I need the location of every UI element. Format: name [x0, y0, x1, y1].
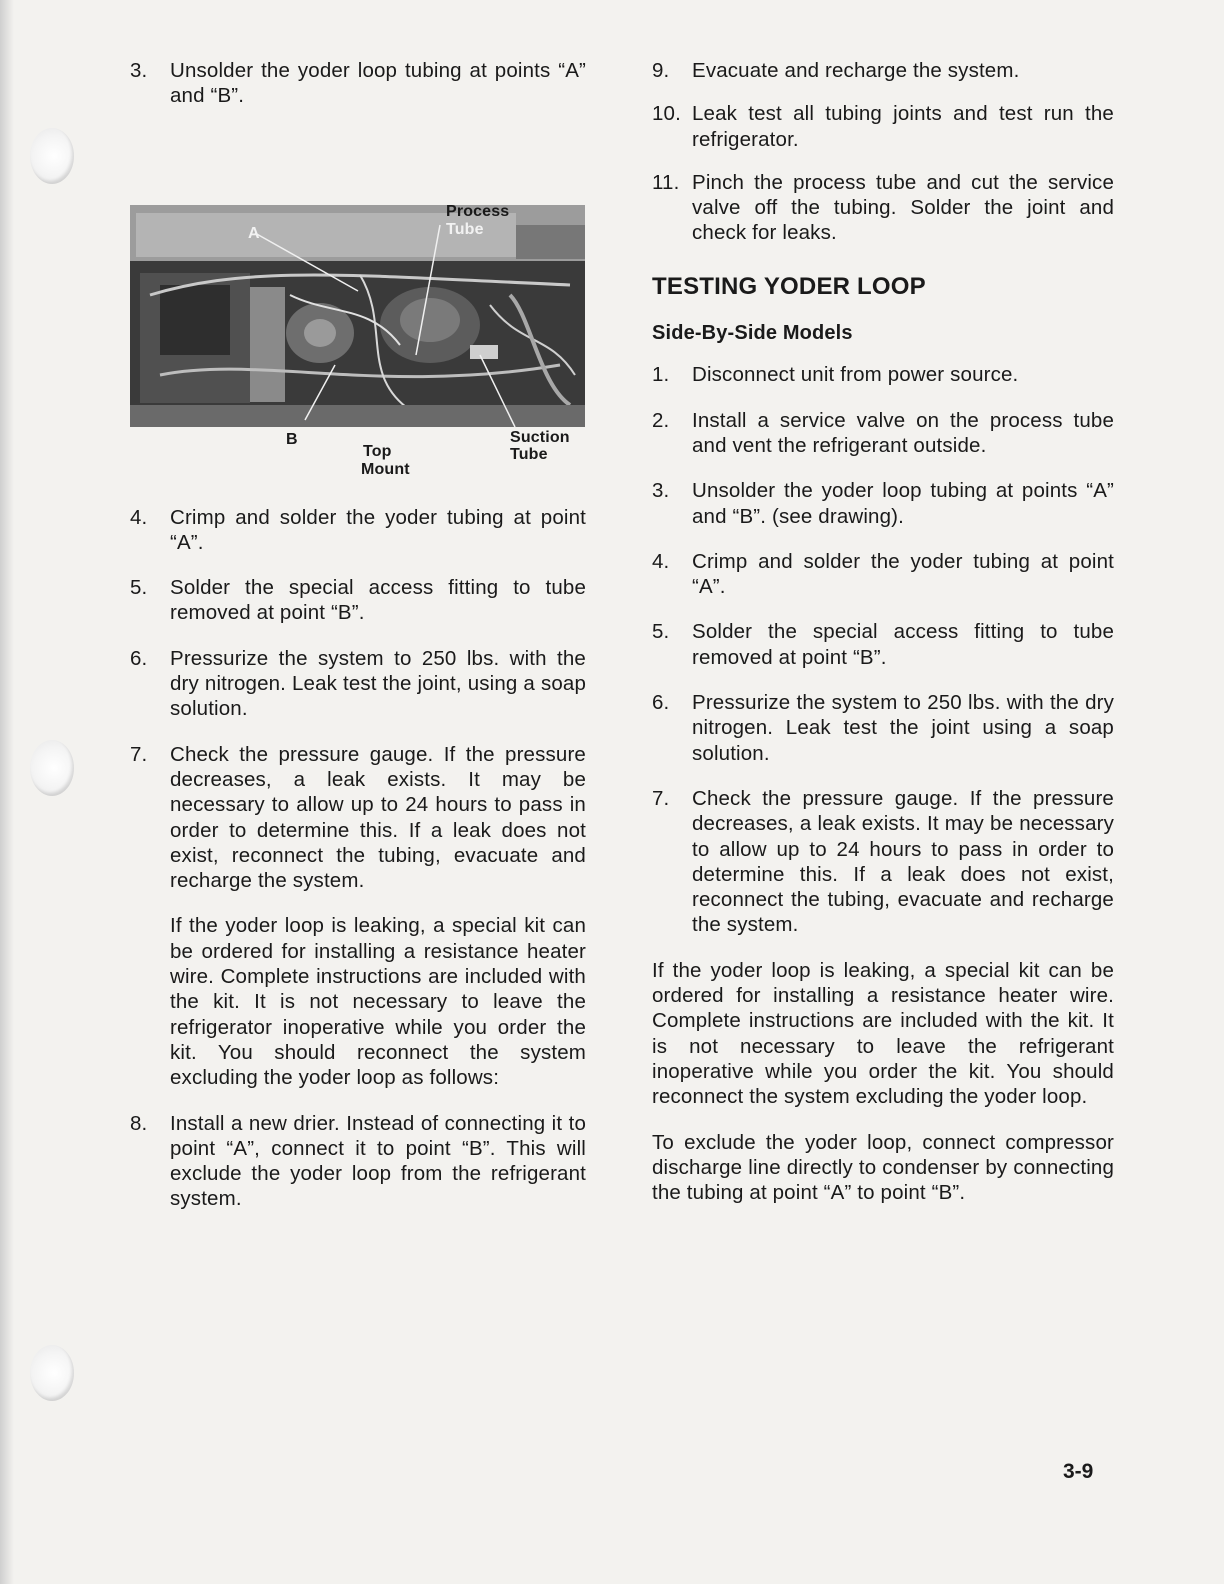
step-8-left: 8. Install a new drier. Instead of connecting it to point “A”, connect it to point “B”. This will exclude the yoder loop from the refrigerant system. — [130, 1111, 586, 1211]
left-column — [130, 58, 586, 1212]
page-edge-shadow — [0, 0, 14, 1584]
compressor-figure — [130, 202, 586, 485]
exclude-yoder-paragraph: To exclude the yoder loop, connect compressor discharge line directly to condenser by connecting the tubing at point “A” to point “B”. — [652, 1130, 1114, 1205]
step-7-left: 7. Check the pressure gauge. If the pressure decreases, a leak exists. It may be necessary to allow up to 24 hours to pass in order to determine this. If a leak does not exist, reconnect the tubing, evacuate and recharge the system. — [130, 742, 586, 893]
label-top: Top — [363, 442, 392, 460]
yoder-step-5: 5. Solder the special access fitting to tube removed at point “B”. — [652, 620, 1114, 669]
yoder-step-1: 1. Disconnect unit from power source. — [652, 363, 1019, 387]
step-3-left: 3. Unsolder the yoder loop tubing at points “A” and “B”. — [130, 59, 586, 108]
step-9-right: 9. Evacuate and recharge the system. — [652, 59, 1020, 82]
label-suction-tube: Tube — [510, 445, 548, 463]
label-mount: Mount — [361, 460, 410, 478]
step-6-left: 6. Pressurize the system to 250 lbs. with the dry nitrogen. Leak test the joint, using a soap solution. — [130, 646, 586, 721]
step-10-right: 10. Leak test all tubing joints and test run the refrigerator. — [652, 102, 1114, 151]
step-4-left: 4. Crimp and solder the yoder tubing at point “A”. — [130, 505, 586, 554]
binder-hole-bottom — [30, 1345, 74, 1401]
step-7-note: If the yoder loop is leaking, a special kit can be ordered for installing a resistance heater wire. Complete instructions are included with the kit. It is not necessary to leave the refrigerator inoperative while you order the kit. You should reconnect the system excluding the yoder loop as follows: — [170, 914, 586, 1090]
page-number: 3-9 — [1063, 1460, 1094, 1483]
step-5-left: 5. Solder the special access fitting to tube removed at point “B”. — [130, 576, 586, 625]
label-suction: Suction — [510, 428, 570, 446]
label-process: Process — [446, 202, 510, 220]
yoder-note-paragraph: If the yoder loop is leaking, a special kit can be ordered for installing a resistance heater wire. Complete instructions are included with the kit. It is not necessary to leave the refrigerant inoperative while you order the kit. You should reconnect the system excluding the yoder loop. — [652, 958, 1114, 1109]
binder-hole-middle — [30, 740, 74, 796]
refrigerator-compressor-photo — [130, 202, 585, 427]
yoder-step-6: 6. Pressurize the system to 250 lbs. with the dry nitrogen. Leak test the joint using a soap solution. — [652, 691, 1114, 765]
label-point-b: B — [286, 430, 298, 448]
right-column — [652, 58, 1114, 1205]
binder-hole-top — [30, 128, 74, 184]
yoder-step-7: 7. Check the pressure gauge. If the pressure decreases, a leak exists. It may be necessary to allow up to 24 hours to pass in order to determine this. If a leak does not exist, reconnect the tubing, evacuate and recharge the system. — [652, 786, 1114, 937]
yoder-step-3: 3. Unsolder the yoder loop tubing at points “A” and “B”. (see drawing). — [652, 479, 1114, 528]
label-point-a: A — [248, 224, 260, 242]
section-subheading: Side-By-Side Models — [652, 322, 853, 345]
section-heading: TESTING YODER LOOP — [652, 272, 926, 300]
photo-illustration — [130, 202, 585, 427]
step-11-right: 11. Pinch the process tube and cut the service valve off the tubing. Solder the joint and check for leaks. — [652, 170, 1114, 245]
yoder-step-4: 4. Crimp and solder the yoder tubing at point “A”. — [652, 549, 1114, 599]
label-process-tube: Tube — [446, 220, 484, 238]
yoder-step-2: 2. Install a service valve on the process tube and vent the refrigerant outside. — [652, 408, 1114, 457]
